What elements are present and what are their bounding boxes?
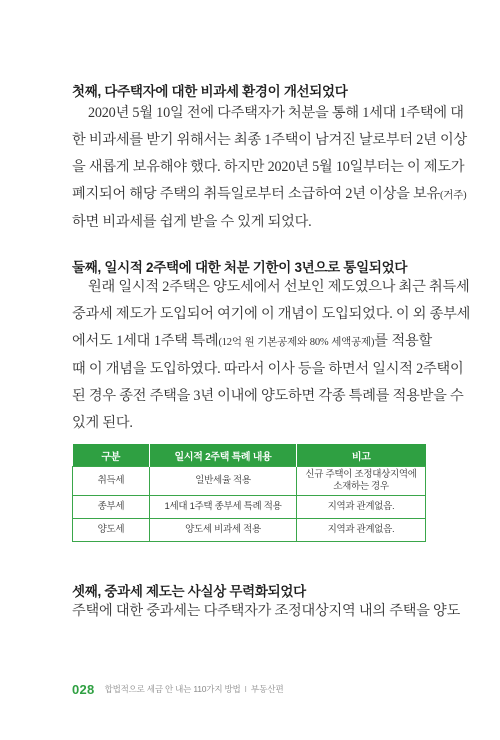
table-cell: 1세대 1주택 종부세 특례 적용 (150, 496, 297, 519)
chapter-name: 부동산편 (250, 684, 284, 694)
paragraph (72, 598, 461, 625)
text-segment: 폐지되어 해당 주택의 취득일로부터 소급하여 2년 이상을 보유 (72, 186, 440, 202)
book-title: 합법적으로 세금 안 내는 110가지 방법 (104, 684, 241, 694)
text-small: (12억 원 기본공제와 80% 세액공제) (218, 337, 375, 348)
section-heading: 첫째, 다주택자에 대한 비과세 환경이 개선되었다 (72, 84, 348, 99)
table-row (73, 467, 426, 496)
text-line: 주택에 대한 중과세는 다주택자가 조정대상지역 내의 주택을 양도 (72, 603, 461, 619)
table-header-row (73, 444, 426, 467)
table-cell: 일반세율 적용 (150, 467, 297, 496)
text-line: 하면 비과세를 쉽게 받을 수 있게 되었다. (72, 214, 312, 230)
text-small: (거주) (439, 190, 467, 201)
table-cell: 지역과 관계없음. (297, 496, 426, 519)
text-line: 중과세 제도가 도입되어 여기에 이 개념이 도입되었다. 이 외 종부세 (72, 306, 471, 322)
special-rule-table (72, 444, 426, 542)
section-heading: 셋째, 중과세 제도는 사실상 무력화되었다 (72, 584, 306, 599)
page-footer (72, 680, 284, 698)
table-cell-line: 소재하는 경우 (333, 481, 389, 492)
table-cell: 종부세 (73, 496, 150, 519)
text-line: 2020년 5월 10일 전에 다주택자가 처분을 통해 1세대 1주택에 대 (88, 105, 464, 121)
text-line: 을 새롭게 보유해야 했다. 하지만 2020년 5월 10일부터는 이 제도가 (72, 159, 465, 175)
table-cell: 양도세 (73, 519, 150, 542)
table-cell: 취득세 (73, 467, 150, 496)
text-line: 된 경우 종전 주택을 3년 이내에 양도하면 각종 특례를 적용받을 수 (72, 388, 464, 404)
section-1-body (72, 100, 468, 236)
text-line: 때 이 개념을 도입하였다. 따라서 이사 등을 하면서 일시적 2주택이 (72, 361, 464, 377)
table-cell: 양도세 비과세 적용 (150, 519, 297, 542)
table-cell-line: 신규 주택이 조정대상지역에 (305, 469, 417, 480)
table-cell: 지역과 관계없음. (297, 519, 426, 542)
paragraph (72, 100, 468, 236)
text-segment: 를 적용할 (374, 333, 432, 349)
section-3 (72, 580, 432, 600)
table-row (73, 519, 426, 542)
text-line (72, 328, 432, 356)
text-line: 한 비과세를 받기 위해서는 최종 1주택이 남겨진 날로부터 2년 이상 (72, 132, 468, 148)
table-cell (297, 467, 426, 496)
section-heading: 둘째, 일시적 2주택에 대한 처분 기한이 3년으로 통일되었다 (72, 260, 408, 275)
footer-separator: I (244, 684, 247, 694)
table-header: 일시적 2주택 특례 내용 (150, 444, 297, 467)
text-line (72, 181, 467, 209)
text-line: 원래 일시적 2주택은 양도세에서 선보인 제도였으나 최근 취득세 (88, 279, 470, 295)
table-row (73, 496, 426, 519)
section-2-body (72, 274, 471, 437)
section-2 (72, 256, 432, 276)
section-3-body (72, 598, 461, 625)
text-line: 있게 된다. (72, 415, 133, 431)
table-header: 비고 (297, 444, 426, 467)
section-1 (72, 80, 432, 100)
text-segment: 에서도 1세대 1주택 특례 (72, 333, 219, 349)
paragraph (72, 274, 471, 437)
page-number: 028 (72, 681, 95, 697)
table-header: 구분 (73, 444, 150, 467)
